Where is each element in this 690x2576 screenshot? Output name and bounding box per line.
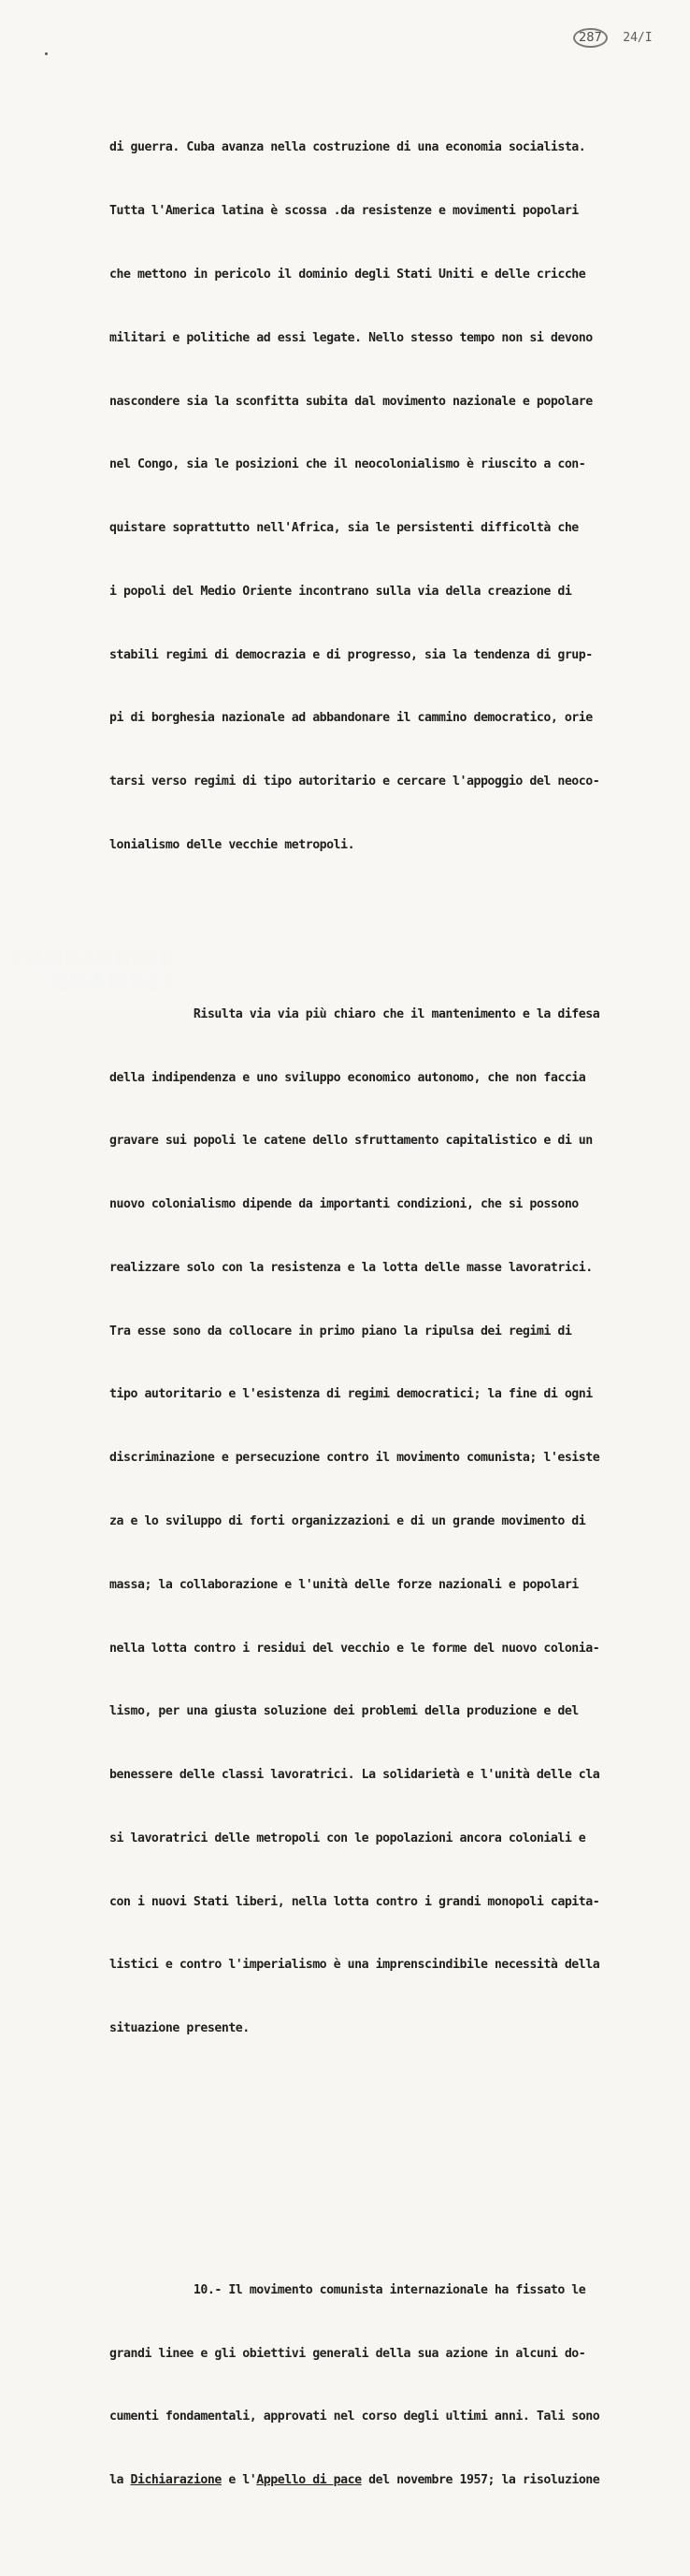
text-line: situazione presente.	[109, 2021, 250, 2036]
text-line: nel Congo, sia le posizioni che il neocolonialismo è riuscito a con-	[109, 457, 586, 472]
text-fragment: del novembre 1957; la risoluzione	[361, 2473, 600, 2488]
text-line: lonialismo delle vecchie metropoli.	[109, 837, 355, 852]
text-line: pi di borghesia nazionale ad abbandonare il cammino democratico, orie	[109, 711, 593, 726]
text-line: benessere delle classi lavoratrici. La solidarietà e l'unità delle cla	[109, 1768, 600, 1783]
paragraph-1	[109, 95, 689, 899]
paragraph-3	[109, 2238, 689, 2534]
text-line: nella lotta contro i residui del vecchio e le forme del nuovo colonia-	[109, 1641, 600, 1656]
text-fragment: la	[109, 2473, 131, 2488]
typed-text	[109, 53, 689, 2576]
watermark-line-1: FONDAZIONE	[11, 948, 174, 972]
text-line: realizzare solo con la resistenza e la lotta delle masse lavoratrici.	[109, 1260, 593, 1275]
text-line: con i nuovi Stati liberi, nella lotta contro i grandi monopoli capita-	[109, 1894, 600, 1909]
paragraph-gap	[109, 2146, 689, 2175]
watermark-line-2: GRAMSCI	[50, 969, 174, 995]
text-line: militari e politiche ad essi legate. Nello stesso tempo non si devono	[109, 330, 593, 345]
text-line: za e lo sviluppo di forti organizzazioni e di un grande movimento di	[109, 1513, 586, 1528]
page-number-stamp: 287	[573, 28, 608, 48]
page-reference: 24/I	[623, 31, 653, 45]
paragraph-2	[109, 962, 689, 2082]
text-line: nascondere sia la sconfitta subita dal movimento nazionale e popolare	[109, 394, 593, 409]
underlined-document-title: Dichiarazione	[130, 2473, 222, 2488]
text-line: 10.- Il movimento comunista internazionale ha fissato le	[109, 2282, 586, 2297]
text-line: stabili regimi di democrazia e di progresso, sia la tendenza di grup-	[109, 647, 593, 662]
page-header	[573, 28, 653, 48]
text-line: quistare soprattutto nell'Africa, sia le persistenti difficoltà che	[109, 521, 579, 536]
watermark-logo	[11, 950, 174, 993]
text-line: tarsi verso regimi di tipo autoritario e cercare l'appoggio del neoco-	[109, 774, 600, 789]
text-line: Risulta via via più chiaro che il mantenimento e la difesa	[109, 1006, 600, 1021]
text-line: i popoli del Medio Oriente incontrano sulla via della creazione di	[109, 584, 572, 599]
text-line: di guerra. Cuba avanza nella costruzione di una economia socialista.	[109, 140, 586, 155]
text-line: tipo autoritario e l'esistenza di regimi democratici; la fine di ogni	[109, 1387, 593, 1402]
text-line: cumenti fondamentali, approvati nel corso degli ultimi anni. Tali sono	[109, 2410, 600, 2424]
text-line: che mettono in pericolo il dominio degli Stati Uniti e delle cricche	[109, 267, 586, 282]
text-line: si lavoratrici delle metropoli con le popolazioni ancora coloniali e	[109, 1831, 586, 1845]
text-line: Tutta l'America latina è scossa .da resistenze e movimenti popolari	[109, 204, 579, 219]
text-line-with-underlines	[109, 2470, 689, 2492]
text-line: Tra esse sono da collocare in primo piano la ripulsa dei regimi di	[109, 1324, 572, 1339]
text-line: lismo, per una giusta soluzione dei problemi della produzione e del	[109, 1704, 579, 1719]
text-fragment: e l'	[221, 2473, 257, 2488]
text-line: grandi linee e gli obiettivi generali della sua azione in alcuni do-	[109, 2346, 586, 2361]
margin-dot	[45, 52, 48, 55]
text-line: listici e contro l'imperialismo è una imprenscindibile necessità della	[109, 1958, 600, 1973]
text-line: gravare sui popoli le catene dello sfruttamento capitalistico e di un	[109, 1134, 593, 1149]
text-line: massa; la collaborazione e l'unità delle forze nazionali e popolari	[109, 1577, 579, 1592]
text-line: della indipendenza e uno sviluppo economico autonomo, che non faccia	[109, 1070, 586, 1085]
underlined-document-title: Appello di pace	[256, 2473, 362, 2488]
text-line: nuovo colonialismo dipende da importanti condizioni, che si possono	[109, 1197, 579, 1212]
text-line: discriminazione e persecuzione contro il movimento comunista; l'esiste	[109, 1451, 600, 1466]
